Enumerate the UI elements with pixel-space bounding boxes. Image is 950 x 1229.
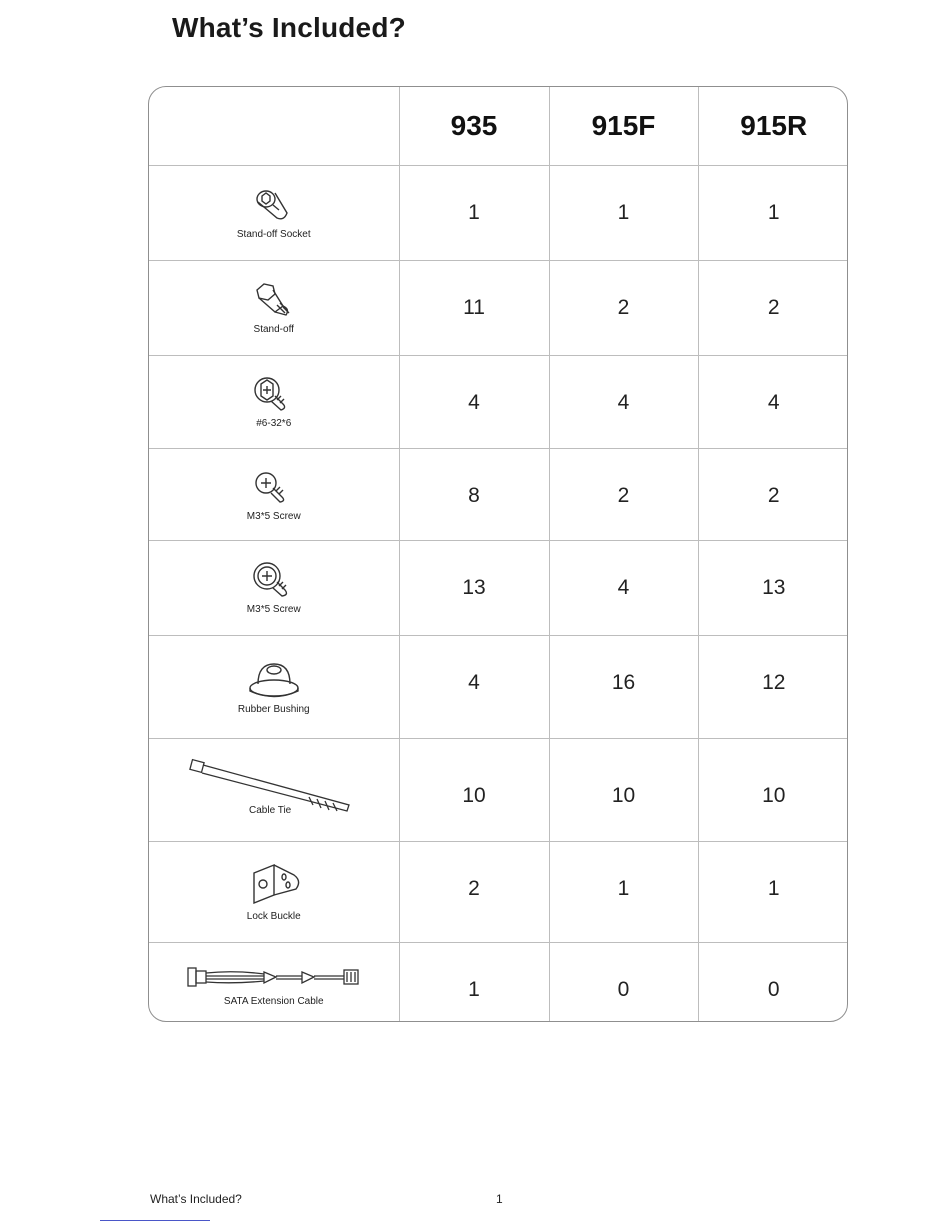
flat-screw-icon [249,467,299,507]
qty-cell: 2 [698,260,848,355]
qty-cell: 10 [698,738,848,841]
qty-cell: 2 [549,448,698,540]
page-number: 1 [496,1192,503,1206]
qty-cell: 4 [698,355,848,448]
table-row [149,841,848,942]
stand-off-socket-icon [249,185,299,225]
table-row [149,165,848,260]
qty-cell: 4 [399,355,549,448]
qty-cell: 1 [698,165,848,260]
qty-cell: 1 [549,165,698,260]
model-header-935: 935 [399,87,549,165]
qty-cell: 4 [549,355,698,448]
footer-title: What’s Included? [150,1192,242,1206]
qty-cell: 1 [399,165,549,260]
item-label: M3*5 Screw [246,510,301,522]
sata-cable-icon [184,962,364,992]
qty-cell: 12 [698,635,848,738]
parts-table [149,87,848,1022]
qty-cell: 10 [549,738,698,841]
qty-cell: 0 [698,942,848,1022]
qty-cell: 11 [399,260,549,355]
washer-screw-icon [249,560,299,600]
stand-off-icon [249,280,299,320]
page-title: What’s Included? [172,12,406,43]
item-label: M3*5 Screw [246,604,301,615]
qty-cell: 4 [549,540,698,635]
item-cell [149,355,399,448]
table-row [149,260,848,355]
footer-rule [100,1220,210,1221]
item-cell [149,260,399,355]
item-label: SATA Extension Cable [223,995,324,1007]
qty-cell: 4 [399,635,549,738]
item-cell [149,165,399,260]
item-label: Stand-off [253,324,294,335]
qty-cell: 16 [549,635,698,738]
lock-buckle-icon [244,861,304,907]
qty-cell: 8 [399,448,549,540]
table-row [149,540,848,635]
qty-cell: 2 [549,260,698,355]
table-row [149,635,848,738]
item-cell [149,540,399,635]
qty-cell: 2 [698,448,848,540]
table-row [149,355,848,448]
qty-cell: 13 [698,540,848,635]
item-cell [149,738,399,841]
qty-cell: 13 [399,540,549,635]
item-cell [149,942,399,1022]
item-label: Rubber Bushing [237,704,310,715]
qty-cell: 1 [399,942,549,1022]
item-label: #6-32*6 [256,418,292,429]
item-cell [149,841,399,942]
header-blank-cell [149,87,399,165]
model-header-915f: 915F [549,87,698,165]
model-header-915r: 915R [698,87,848,165]
table-row [149,942,848,1022]
qty-cell: 1 [549,841,698,942]
hex-screw-icon [249,374,299,414]
rubber-bushing-icon [244,658,304,700]
header-row [149,87,848,165]
table-row [149,448,848,540]
item-cell [149,635,399,738]
item-label: Stand-off Socket [236,229,311,240]
item-label: Lock Buckle [246,911,301,922]
item-cell [149,448,399,540]
qty-cell: 2 [399,841,549,942]
item-label: Cable Tie [249,804,292,816]
qty-cell: 0 [549,942,698,1022]
qty-cell: 10 [399,738,549,841]
qty-cell: 1 [698,841,848,942]
parts-table-frame [148,86,848,1022]
table-row [149,738,848,841]
